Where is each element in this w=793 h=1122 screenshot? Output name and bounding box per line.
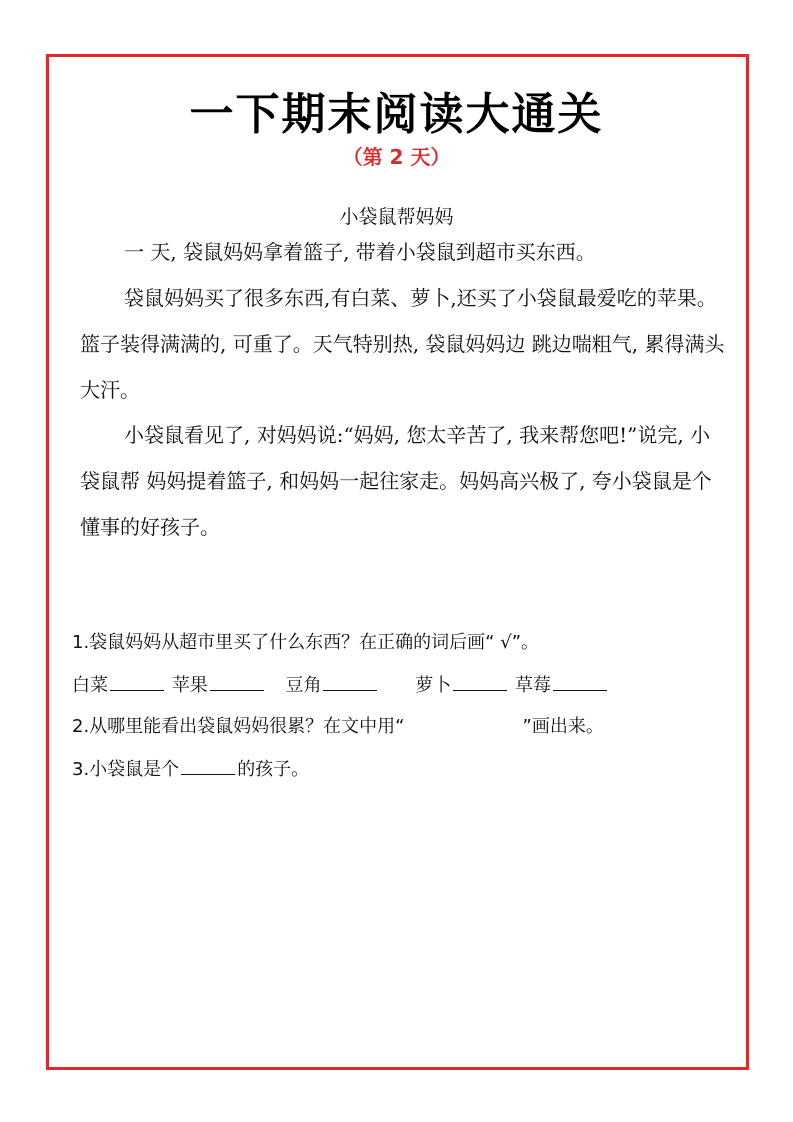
- question-2: [72, 712, 752, 738]
- answer-blank[interactable]: [210, 676, 264, 691]
- answer-options: [72, 671, 752, 697]
- story-title: 小袋鼠帮妈妈: [339, 206, 454, 228]
- answer-blank[interactable]: [453, 676, 507, 691]
- page-title: 一下期末阅读大通关: [189, 89, 604, 140]
- answer-blank[interactable]: [323, 676, 377, 691]
- story-paragraph-2: 袋鼠妈妈买了很多东西,有白菜、萝卜,还买了小袋鼠最爱吃的苹果。篮子装得满满的, 可重了。天气特别热, 袋鼠妈妈边 跳边喘粗气, 累得满头大汗。: [80, 286, 725, 402]
- answer-blank[interactable]: [110, 676, 164, 691]
- question-1: 1.袋鼠妈妈从超市里买了什么东西？在正确的词后画“ √”。: [72, 632, 540, 653]
- option-radish: 萝卜: [415, 675, 452, 696]
- question-3: [72, 755, 752, 781]
- day-subtitle: （第 2 天）: [342, 145, 451, 169]
- question-3-text: 3.小袋鼠是个: [72, 759, 180, 780]
- question-3-tail: 的孩子。: [237, 759, 310, 780]
- question-2-tail: ”画出来。: [522, 716, 604, 737]
- question-2-text: 2.从哪里能看出袋鼠妈妈很累？在文中用“: [72, 716, 405, 737]
- option-cabbage: 白菜: [72, 675, 108, 696]
- option-strawberry: 草莓: [514, 675, 551, 696]
- story-paragraph-1: 一 天, 袋鼠妈妈拿着篮子, 带着小袋鼠到超市买东西。: [124, 240, 596, 264]
- answer-blank[interactable]: [181, 760, 235, 775]
- answer-blank[interactable]: [553, 676, 607, 691]
- option-apple: 苹果: [171, 675, 208, 696]
- story-paragraph-3: 小袋鼠看见了, 对妈妈说:“妈妈, 您太辛苦了, 我来帮您吧!”说完, 小袋鼠帮 妈妈提着篮子, 和妈妈一起往家走。妈妈高兴极了, 夸小袋鼠是个懂事的好孩子。: [80, 423, 712, 539]
- option-bean: 豆角: [285, 675, 322, 696]
